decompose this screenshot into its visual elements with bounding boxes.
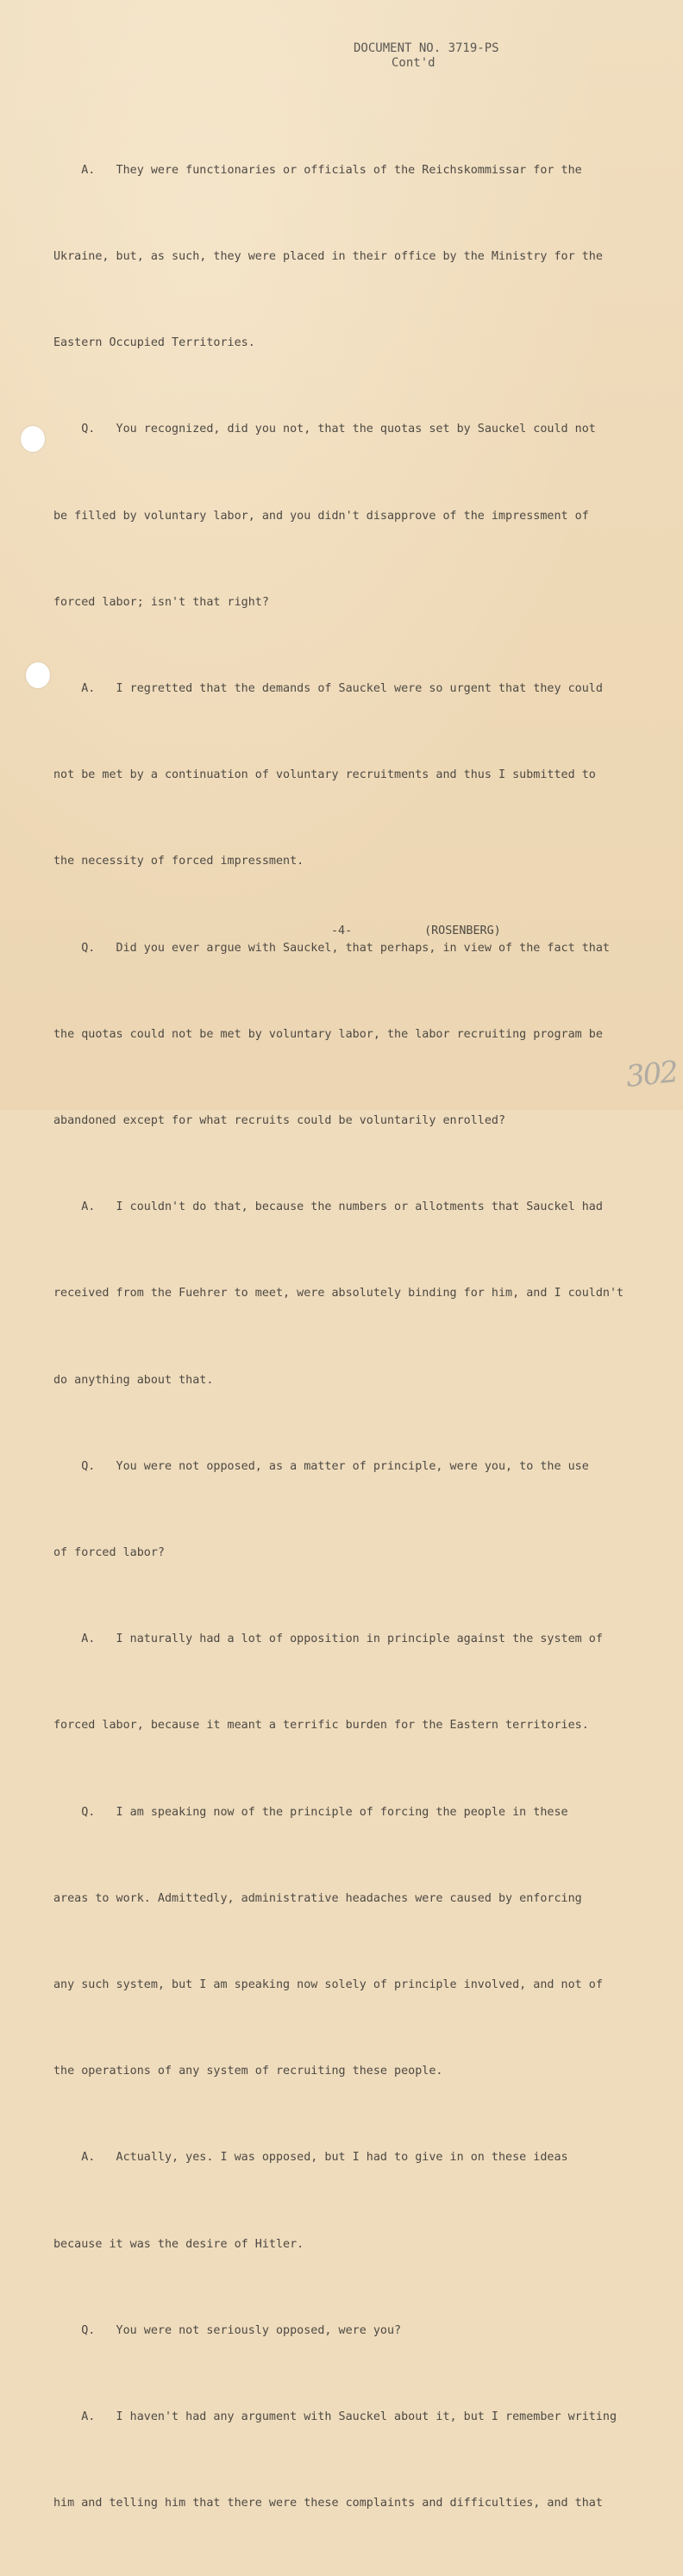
text-line: do anything about that.	[53, 1373, 214, 1387]
text-line: Eastern Occupied Territories.	[53, 336, 255, 350]
punch-hole	[21, 426, 45, 452]
text-line: Q. Did you ever argue with Sauckel, that perhaps, in view of the fact that	[53, 941, 610, 955]
text-line: A. Actually, yes. I was opposed, but I had to give in on these ideas	[53, 2151, 568, 2165]
text-line: A. They were functionaries or officials of the Reichskommissar for the	[53, 163, 582, 177]
text-line: because it was the desire of Hitler.	[53, 2237, 304, 2251]
text-line: the necessity of forced impressment.	[53, 855, 304, 868]
text-line: forced labor; isn't that right?	[53, 595, 269, 609]
text-line: him and telling him that there were these complaints and difficulties, and that	[53, 2497, 603, 2510]
text-line: Q. I am speaking now of the principle of forcing the people in these	[53, 1805, 568, 1819]
text-line: abandoned except for what recruits could be voluntarily enrolled?	[53, 1114, 506, 1128]
text-line: Q. You were not opposed, as a matter of principle, were you, to the use	[53, 1459, 589, 1473]
text-line: Q. You recognized, did you not, that the quotas set by Sauckel could not	[53, 423, 596, 436]
handwritten-page-number: 302	[624, 1055, 679, 1094]
text-line: A. I naturally had a lot of opposition in principle against the system of	[53, 1633, 603, 1646]
text-line: Ukraine, but, as such, they were placed in their office by the Ministry for the	[53, 250, 603, 264]
text-line: Q. You were not seriously opposed, were you?	[53, 2323, 402, 2337]
text-line: A. I couldn't do that, because the numbers or allotments that Sauckel had	[53, 1200, 603, 1214]
text-line: of forced labor?	[53, 1546, 165, 1560]
text-line: areas to work. Admittedly, administrative headaches were caused by enforcing	[53, 1891, 582, 1905]
page-number: -4-	[331, 924, 353, 937]
subject-name: (ROSENBERG)	[424, 924, 501, 937]
interrogation-text	[53, 98, 649, 2576]
text-line: not be met by a continuation of voluntary recruitments and thus I submitted to	[53, 768, 596, 782]
text-line: any such system, but I am speaking now solely of principle involved, and not of	[53, 1978, 603, 1992]
text-line: forced labor, because it meant a terrific burden for the Eastern territories.	[53, 1719, 589, 1733]
punch-hole	[26, 662, 50, 688]
text-line: be filled by voluntary labor, and you didn't disapprove of the impressment of	[53, 509, 589, 523]
document-header	[354, 41, 526, 71]
text-line: the operations of any system of recruiting these people.	[53, 2065, 443, 2078]
continued-label: Cont'd	[392, 56, 435, 70]
document-number: DOCUMENT NO. 3719-PS	[354, 41, 499, 55]
text-line: A. I regretted that the demands of Sauckel were so urgent that they could	[53, 682, 603, 696]
text-line: A. I haven't had any argument with Sauckel about it, but I remember writing	[53, 2410, 617, 2424]
text-line: the quotas could not be met by voluntary labor, the labor recruiting program be	[53, 1027, 603, 1041]
text-line: received from the Fuehrer to meet, were absolutely binding for him, and I couldn't	[53, 1287, 624, 1301]
page-footer	[331, 924, 501, 937]
